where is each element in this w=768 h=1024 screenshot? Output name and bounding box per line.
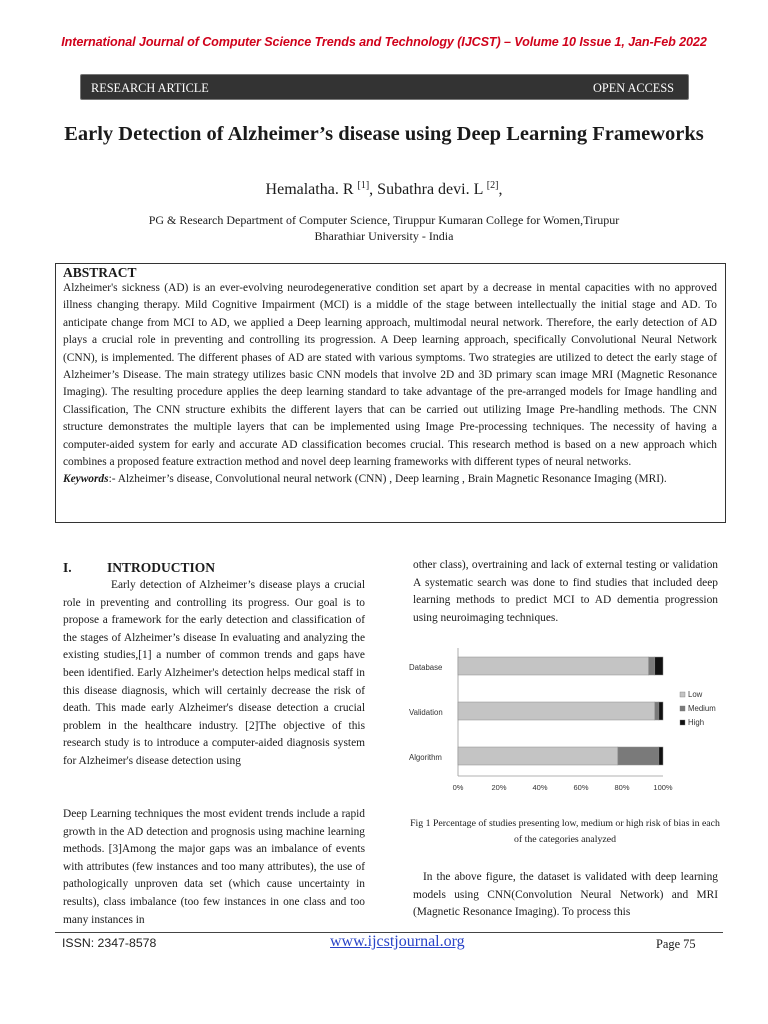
abstract-heading: ABSTRACT	[63, 265, 137, 280]
x-tick-label: 100%	[653, 783, 673, 792]
figure-caption: Fig 1 Percentage of studies presenting low, medium or high risk of bias in each of the categories analyzed	[410, 818, 720, 845]
author-2-ref: [2]	[486, 180, 499, 191]
journal-header: International Journal of Computer Science Trends and Technology (IJCST) – Volume 10 Issue 1, Jan-Feb 2022	[61, 35, 707, 49]
intro-text-2: Deep Learning techniques the most evident trends include a rapid growth in the AD detection and prognosis using machine learning methods. [3]Among the major gaps was an imbalance of events with attributes (few instances and too many attributes), the use of pathologically unproven data set (which cause uncertainty in results), class imbalance (too few instances in one class and too many instances in	[63, 808, 365, 926]
x-tick-label: 0%	[452, 783, 464, 792]
affiliation-line-2: Bharathiar University - India	[314, 229, 454, 243]
author-1: Hemalatha. R	[265, 181, 354, 198]
footer-issn: ISSN: 2347-8578	[62, 936, 157, 950]
intro-paragraph-4	[413, 869, 718, 922]
category-label: Database	[409, 663, 443, 672]
section-title: INTRODUCTION	[107, 560, 216, 575]
bar-segment-low	[458, 747, 618, 765]
paper-title: Early Detection of Alzheimer’s disease using Deep Learning Frameworks	[64, 123, 704, 145]
access-label: OPEN ACCESS	[593, 81, 674, 95]
intro-text-3: other class), overtraining and lack of external testing or validation A systematic search was done to find studies that included deep learning methods to predict MCI to AD dementia progression using neuroimaging techniques.	[413, 559, 718, 624]
affiliation-line-1: PG & Research Department of Computer Science, Tiruppur Kumaran College for Women,Tirupur	[148, 213, 620, 227]
bar-segment-high	[655, 657, 663, 675]
intro-paragraph-2	[63, 806, 365, 929]
section-number: I.	[63, 560, 72, 575]
legend-swatch-low	[680, 692, 685, 697]
intro-text-1: Early detection of Alzheimer’s disease plays a crucial role in preventing and controlling its progress. Our goal is to propose a framework for the early detection and classification of the stages of Alzheimer’s disease In evaluating and analyzing the existing studies,[1] a number of common trends and gaps have been identified. Early Alzheimer's detection helps medical staff in this disease diagnosis, which will certainly decrease the risk of death. This made early Alzheimer's disease detection a crucial problem in the healthcare industry. [2]The objective of this research study is to introduce a computer-aided diagnosis system for Alzheimer's disease detection using	[63, 579, 365, 767]
intro-paragraph-1	[63, 577, 365, 771]
x-tick-label: 20%	[491, 783, 507, 792]
article-type-label: RESEARCH ARTICLE	[91, 81, 209, 95]
bar-segment-high	[659, 702, 663, 720]
legend-label-low: Low	[688, 690, 703, 699]
bar-segment-low	[458, 702, 655, 720]
x-tick-label: 80%	[614, 783, 630, 792]
intro-paragraph-3	[413, 557, 718, 627]
bar-segment-medium	[618, 747, 659, 765]
abstract-body: Alzheimer's sickness (AD) is an ever-evolving neurodegenerative condition set apart by a decrease in mental capacities with no approved illness changing therapy. Mild Cognitive Impairment (MCI) is a middle of the stage between intellectually the initial stage and AD. To anticipate change from MCI to AD, we applied a Deep learning approach, multimodal neural network. Therefore, the early detection of AD plays a crucial role in preventing and controlling its progression. A Deep learning approach, specifically Convolutional Neural Network (CNN), is implemented. The different phases of AD are stated with various symptoms. Two strategies are utilized to detect the early stage of Alzheimer’s Disease. The main strategy utilizes basic CNN models that involve 2D and 3D primary scan image MRI (Magnetic Resonance Imaging). The resulting procedure applies the deep learning standard to take advantage of the pre-arranged models for Image handling and Classification, The CNN structure exhibits the different layers that can be carried out utilizing Image Pre-handling methods. The CNN structure demonstrates the multiple layers that can be implemented using Image Pre-processing techniques. The necessity of having a computer-aided system for early and accurate AD classification becomes crucial. This research method is based on a new approach which combines a proposed feature extraction method and novel deep learning frameworks with different types of neural networks.	[63, 282, 717, 469]
keywords-label: Keywords	[63, 473, 109, 486]
bar-segment-medium	[649, 657, 655, 675]
bar-segment-high	[659, 747, 663, 765]
author-1-ref: [1]	[357, 180, 370, 191]
keywords-text: :- Alzheimer’s disease, Convolutional neural network (CNN) , Deep learning , Brain Magnetic Resonance Imaging (MRI).	[108, 473, 667, 486]
authors-end: ,	[498, 181, 503, 198]
x-tick-label: 60%	[573, 783, 589, 792]
legend-label-high: High	[688, 718, 705, 727]
abstract-text	[63, 280, 717, 489]
legend-swatch-high	[680, 720, 685, 725]
legend-label-medium: Medium	[688, 704, 716, 713]
legend-swatch-medium	[680, 706, 685, 711]
author-2: , Subathra devi. L	[369, 181, 483, 198]
section-heading-introduction	[63, 560, 363, 576]
affiliation	[60, 212, 708, 244]
category-label: Algorithm	[409, 753, 442, 762]
bias-chart	[405, 640, 725, 810]
footer-url-link[interactable]: www.ijcstjournal.org	[330, 933, 465, 950]
footer-page-number: Page 75	[656, 937, 696, 951]
intro-text-4: In the above figure, the dataset is validated with deep learning models using CNN(Convolution Neural Network) and MRI (Magnetic Resonance Imaging). To process this	[413, 871, 718, 919]
bar-segment-low	[458, 657, 649, 675]
article-type-bar	[80, 74, 689, 100]
bar-segment-medium	[655, 702, 659, 720]
authors	[60, 180, 708, 199]
category-label: Validation	[409, 708, 443, 717]
x-tick-label: 40%	[532, 783, 548, 792]
